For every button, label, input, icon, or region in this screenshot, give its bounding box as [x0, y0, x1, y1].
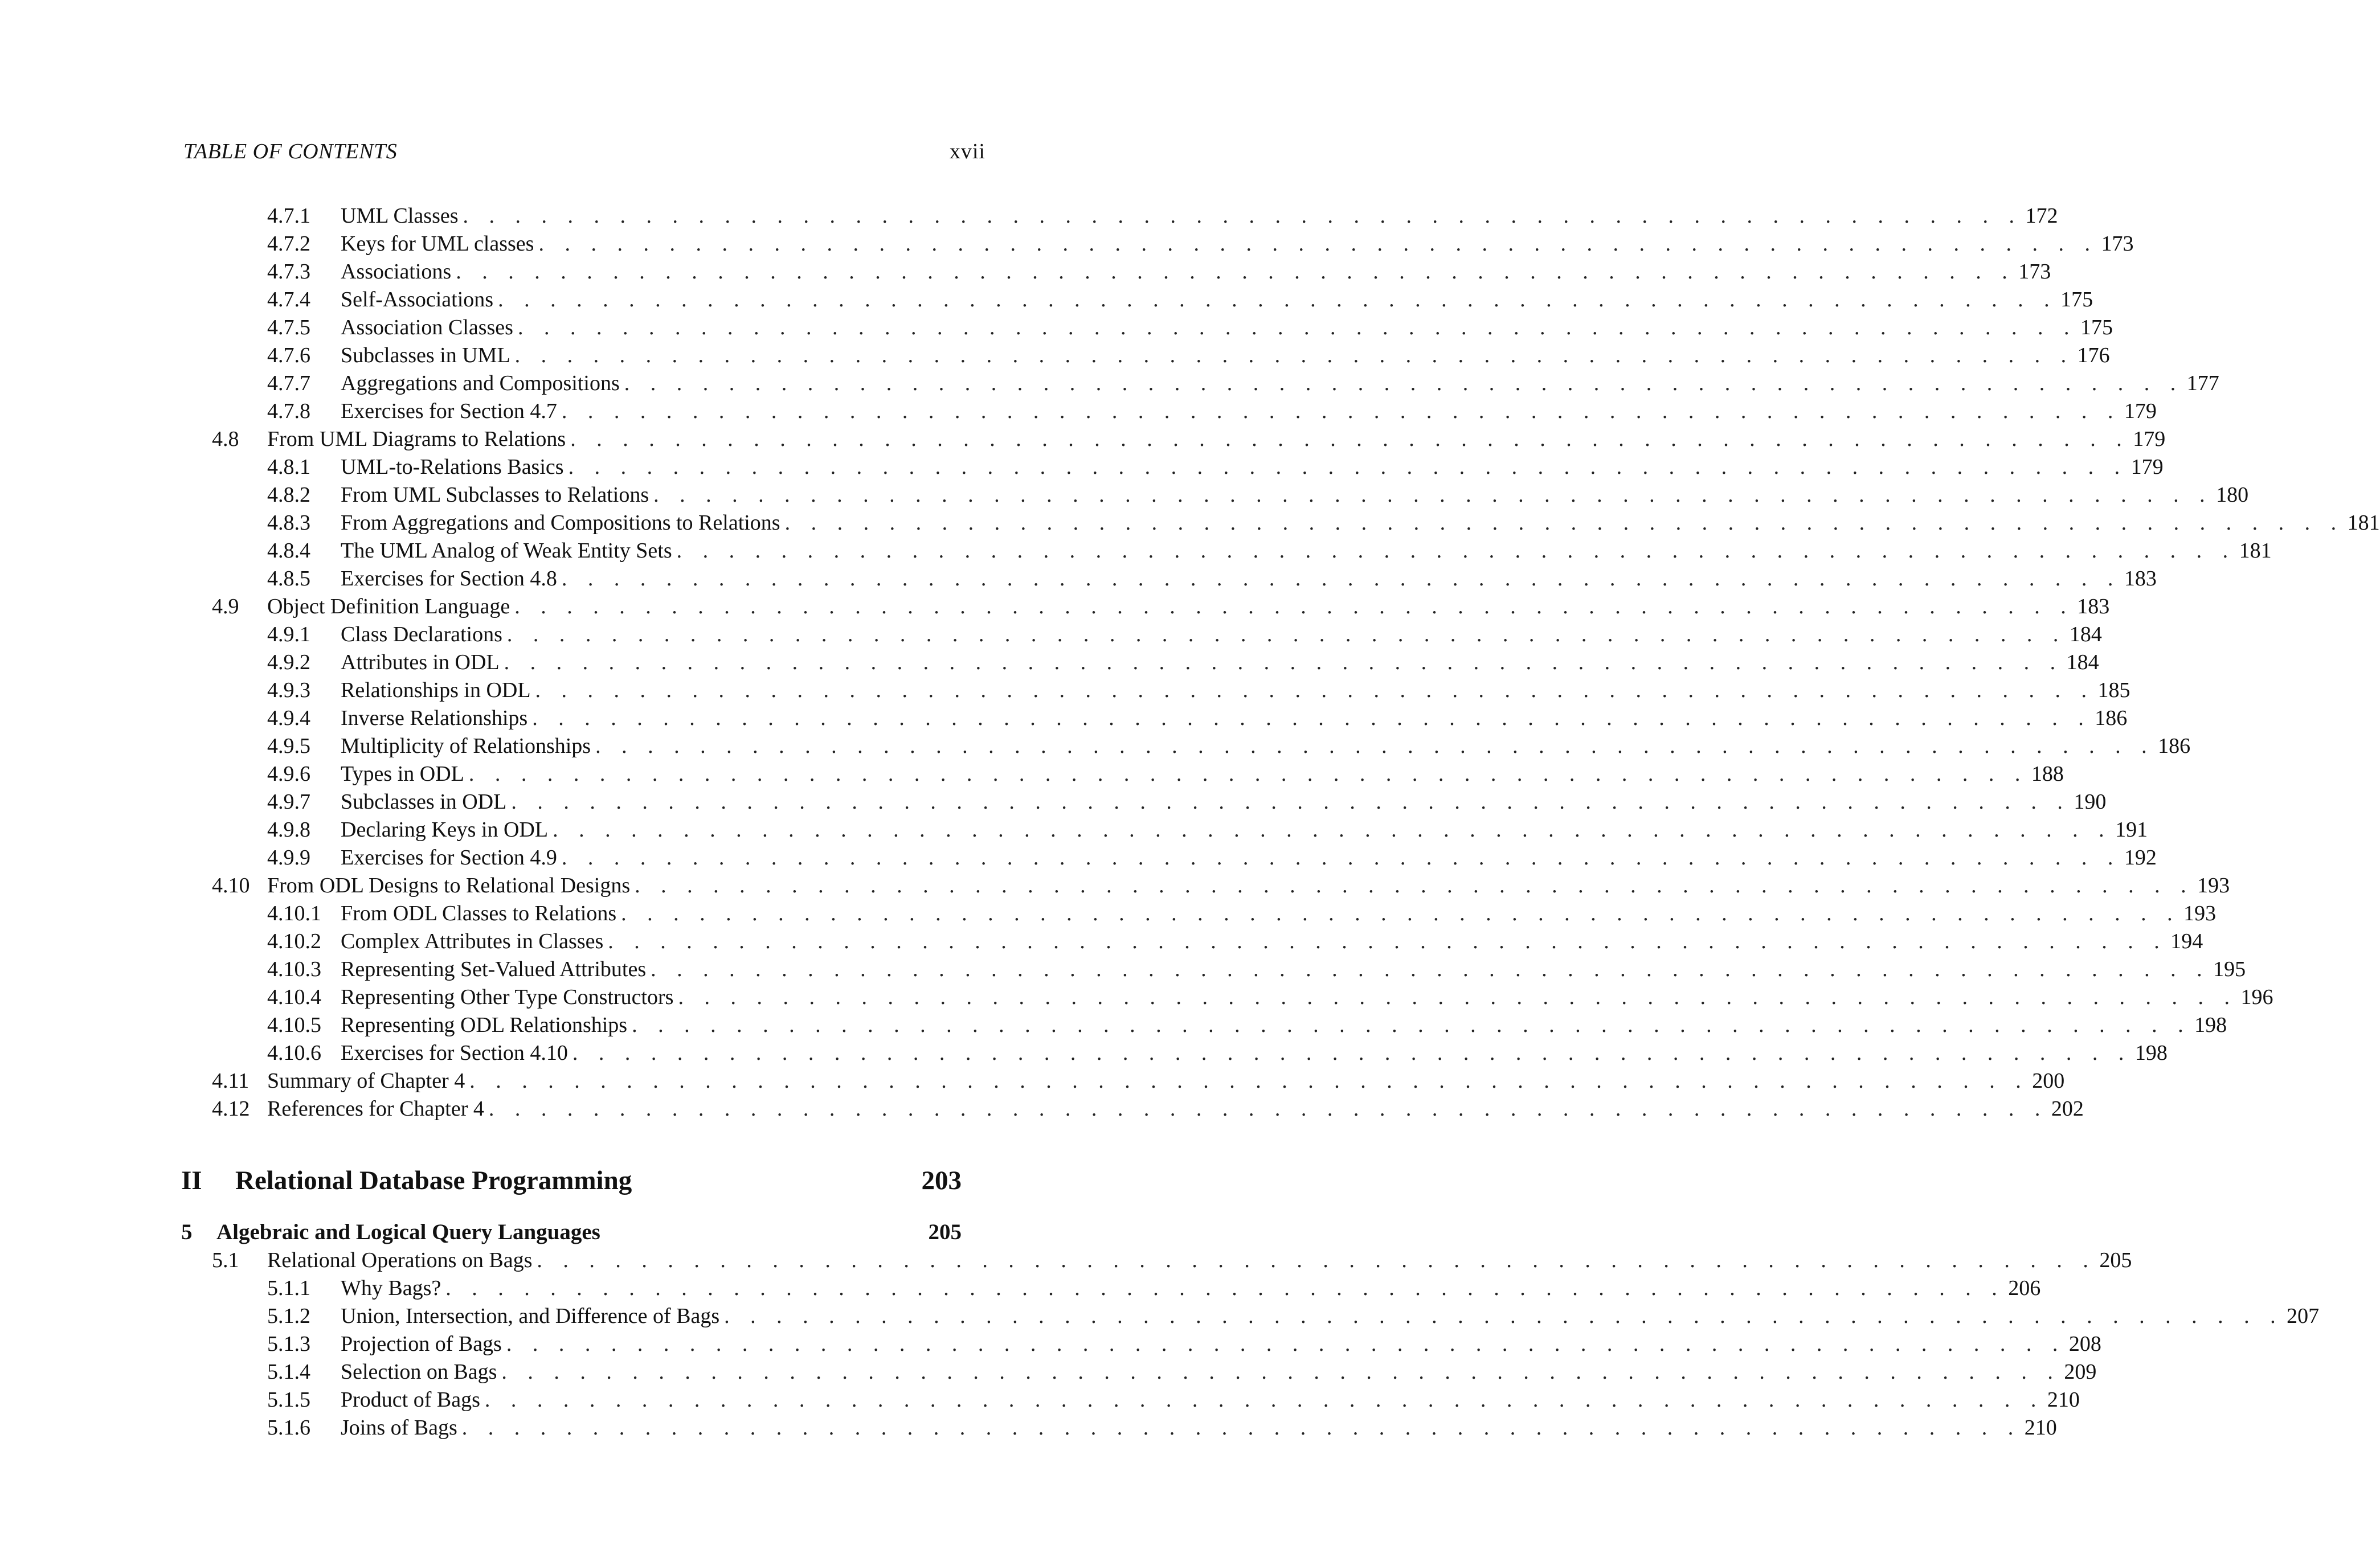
toc-entry-title: Object Definition Language — [267, 595, 510, 618]
toc-entry-page: 193 — [2183, 901, 2217, 925]
toc-entry-number: 4.7.2 — [267, 232, 310, 256]
chapter-page-number: 205 — [928, 1220, 962, 1244]
toc-entry-number: 5.1.1 — [267, 1276, 310, 1300]
dot-leader: . . . . . . . . . . . . . . . . . . . . . . . . . . . . . . . . . . . . . . . . . . . . . . . . . . . . . . . . . . . . — [469, 1069, 2029, 1093]
toc-entry-page: 205 — [2099, 1248, 2132, 1272]
dot-leader: . . . . . . . . . . . . . . . . . . . . . . . . . . . . . . . . . . . . . . . . . . . . . . . . . . . . . . . . . . . . — [514, 595, 2074, 618]
toc-entry-number: 4.10.6 — [267, 1041, 321, 1065]
toc-subsection-row — [267, 900, 2217, 928]
toc-entry-number: 4.9.7 — [267, 790, 310, 814]
toc-entry-number: 4.8.3 — [267, 511, 310, 535]
toc-entry-page: 195 — [2213, 957, 2246, 981]
toc-entry-title: Exercises for Section 4.7 — [341, 399, 557, 423]
toc-subsection-row — [267, 1358, 2097, 1386]
toc-entry-page: 173 — [2018, 260, 2051, 284]
toc-entry-page: 188 — [2031, 762, 2064, 786]
toc-entry-page: 184 — [2069, 622, 2102, 646]
dot-leader: . . . . . . . . . . . . . . . . . . . . . . . . . . . . . . . . . . . . . . . . . . . . . . . . . . . . . . . . . . . . — [676, 539, 2236, 563]
toc-entry-page: 183 — [2124, 567, 2157, 591]
toc-entry-page: 200 — [2032, 1069, 2065, 1093]
toc-subsection-row — [267, 397, 2157, 425]
dot-leader: . . . . . . . . . . . . . . . . . . . . . . . . . . . . . . . . . . . . . . . . . . . . . . . . . . . . . . . . . . . . — [456, 260, 2015, 284]
toc-entry-number: 4.8.5 — [267, 567, 310, 591]
dot-leader: . . . . . . . . . . . . . . . . . . . . . . . . . . . . . . . . . . . . . . . . . . . . . . . . . . . . . . . . . . . . — [561, 567, 2121, 591]
toc-entry-number: 4.8.2 — [267, 483, 310, 507]
toc-entry-title: From UML Diagrams to Relations — [267, 427, 566, 451]
toc-entry-title: From UML Subclasses to Relations — [341, 483, 649, 507]
dot-leader: . . . . . . . . . . . . . . . . . . . . . . . . . . . . . . . . . . . . . . . . . . . . . . . . . . . . . . . . . . . . — [553, 818, 2112, 842]
dot-leader: . . . . . . . . . . . . . . . . . . . . . . . . . . . . . . . . . . . . . . . . . . . . . . . . . . . . . . . . . . . . — [651, 957, 2210, 981]
dot-leader: . . . . . . . . . . . . . . . . . . . . . . . . . . . . . . . . . . . . . . . . . . . . . . . . . . . . . . . . . . . . — [537, 1248, 2096, 1272]
toc-entry-page: 175 — [2060, 288, 2093, 312]
dot-leader: . . . . . . . . . . . . . . . . . . . . . . . . . . . . . . . . . . . . . . . . . . . . . . . . . . . . . . . . . . . . — [635, 874, 2194, 898]
toc-entry-title: Exercises for Section 4.10 — [341, 1041, 568, 1065]
dot-leader: . . . . . . . . . . . . . . . . . . . . . . . . . . . . . . . . . . . . . . . . . . . . . . . . . . . . . . . . . . . . — [514, 343, 2074, 367]
dot-leader: . . . . . . . . . . . . . . . . . . . . . . . . . . . . . . . . . . . . . . . . . . . . . . . . . . . . . . . . . . . . — [570, 427, 2130, 451]
toc-subsection-row — [267, 342, 2110, 370]
dot-leader: . . . . . . . . . . . . . . . . . . . . . . . . . . . . . . . . . . . . . . . . . . . . . . . . . . . . . . . . . . . . — [488, 1097, 2048, 1121]
toc-section-row — [212, 593, 2110, 621]
toc-entry-page: 181 — [2347, 511, 2380, 535]
toc-entry-page: 194 — [2170, 929, 2203, 953]
toc-subsection-row — [267, 1414, 2057, 1442]
toc-entry-number: 4.7.4 — [267, 288, 310, 312]
toc-entry-number: 4.10.1 — [267, 901, 321, 925]
toc-entry-title: References for Chapter 4 — [267, 1097, 484, 1121]
toc-entry-page: 184 — [2066, 650, 2099, 674]
toc-entry-number: 4.9.2 — [267, 650, 310, 674]
dot-leader: . . . . . . . . . . . . . . . . . . . . . . . . . . . . . . . . . . . . . . . . . . . . . . . . . . . . . . . . . . . . — [506, 622, 2066, 646]
toc-entry-title: Summary of Chapter 4 — [267, 1069, 465, 1093]
toc-subsection-row — [267, 314, 2113, 342]
toc-subsection-row — [267, 1302, 2320, 1330]
toc-entry-page: 177 — [2186, 371, 2219, 395]
toc-entry-number: 4.10.3 — [267, 957, 321, 981]
toc-entry-page: 210 — [2047, 1388, 2080, 1412]
toc-subsection-row — [267, 509, 2380, 537]
toc-entry-page: 186 — [2095, 706, 2128, 730]
toc-subsection-row — [267, 956, 2246, 983]
toc-entry-title: Keys for UML classes — [341, 232, 534, 256]
toc-subsection-row — [267, 537, 2272, 565]
toc-subsection-row — [267, 370, 2219, 397]
toc-entry-title: Multiplicity of Relationships — [341, 734, 591, 758]
toc-entry-title: Relational Operations on Bags — [267, 1248, 533, 1272]
toc-entry-page: 210 — [2024, 1416, 2057, 1440]
toc-entry-title: Subclasses in UML — [341, 343, 510, 367]
dot-leader: . . . . . . . . . . . . . . . . . . . . . . . . . . . . . . . . . . . . . . . . . . . . . . . . . . . . . . . . . . . . — [517, 315, 2077, 339]
part-page-number: 203 — [921, 1166, 962, 1195]
dot-leader: . . . . . . . . . . . . . . . . . . . . . . . . . . . . . . . . . . . . . . . . . . . . . . . . . . . . . . . . . . . . — [624, 371, 2183, 395]
toc-entry-title: Representing Other Type Constructors — [341, 985, 674, 1009]
toc-subsection-row — [267, 1274, 2041, 1302]
toc-entry-page: 185 — [2097, 678, 2130, 702]
dot-leader: . . . . . . . . . . . . . . . . . . . . . . . . . . . . . . . . . . . . . . . . . . . . . . . . . . . . . . . . . . . . — [511, 790, 2071, 814]
chapter-title: Algebraic and Logical Query Languages — [216, 1220, 600, 1244]
toc-entry-title: Joins of Bags — [341, 1416, 457, 1440]
toc-entry-page: 192 — [2124, 846, 2157, 870]
toc-section-row — [212, 872, 2230, 900]
toc-entry-title: Product of Bags — [341, 1388, 480, 1412]
toc-subsection-row — [267, 983, 2273, 1011]
running-header — [183, 139, 985, 164]
toc-entry-number: 4.7.6 — [267, 343, 310, 367]
part-number: II — [181, 1166, 202, 1195]
toc-entry-page: 206 — [2008, 1276, 2041, 1300]
toc-subsection-row — [267, 453, 2164, 481]
toc-entry-number: 4.9.9 — [267, 846, 310, 870]
toc-entry-title: Associations — [341, 260, 452, 284]
toc-subsection-row — [267, 286, 2093, 314]
toc-entry-number: 5.1.5 — [267, 1388, 310, 1412]
toc-entry-number: 4.10 — [212, 874, 250, 898]
toc-entry-page: 207 — [2287, 1304, 2320, 1328]
toc-entry-number: 4.9.6 — [267, 762, 310, 786]
toc-entry-page: 193 — [2197, 874, 2230, 898]
dot-leader: . . . . . . . . . . . . . . . . . . . . . . . . . . . . . . . . . . . . . . . . . . . . . . . . . . . . . . . . . . . . — [504, 650, 2063, 674]
toc-subsection-row — [267, 788, 2107, 816]
dot-leader: . . . . . . . . . . . . . . . . . . . . . . . . . . . . . . . . . . . . . . . . . . . . . . . . . . . . . . . . . . . . — [463, 204, 2022, 228]
toc-entry-title: Complex Attributes in Classes — [341, 929, 604, 953]
toc-entry-page: 179 — [2124, 399, 2157, 423]
toc-subsection-row — [267, 621, 2102, 649]
toc-entry-title: Aggregations and Compositions — [341, 371, 620, 395]
dot-leader: . . . . . . . . . . . . . . . . . . . . . . . . . . . . . . . . . . . . . . . . . . . . . . . . . . . . . . . . . . . . — [561, 399, 2121, 423]
toc-entry-page: 209 — [2064, 1360, 2097, 1384]
toc-entry-title: Self-Associations — [341, 288, 494, 312]
toc-entry-title: Association Classes — [341, 315, 513, 339]
dot-leader: . . . . . . . . . . . . . . . . . . . . . . . . . . . . . . . . . . . . . . . . . . . . . . . . . . . . . . . . . . . . — [678, 985, 2238, 1009]
chapter-number: 5 — [181, 1220, 193, 1244]
toc-entry-title: Union, Intersection, and Difference of Bags — [341, 1304, 720, 1328]
part-heading — [181, 1165, 962, 1196]
toc-entry-number: 4.9.3 — [267, 678, 310, 702]
toc-subsection-row — [267, 1330, 2101, 1358]
toc-entry-title: The UML Analog of Weak Entity Sets — [341, 539, 672, 563]
toc-entry-title: Subclasses in ODL — [341, 790, 507, 814]
toc-subsection-row — [267, 732, 2191, 760]
toc-entry-title: UML-to-Relations Basics — [341, 455, 564, 479]
toc-entry-page: 176 — [2077, 343, 2110, 367]
toc-entry-number: 5.1.2 — [267, 1304, 310, 1328]
toc-subsection-row — [267, 704, 2128, 732]
toc-subsection-row — [267, 844, 2157, 872]
toc-entry-number: 4.7.3 — [267, 260, 310, 284]
dot-leader: . . . . . . . . . . . . . . . . . . . . . . . . . . . . . . . . . . . . . . . . . . . . . . . . . . . . . . . . . . . . — [595, 734, 2155, 758]
toc-entry-number: 4.8.1 — [267, 455, 310, 479]
toc-entry-title: Types in ODL — [341, 762, 464, 786]
dot-leader: . . . . . . . . . . . . . . . . . . . . . . . . . . . . . . . . . . . . . . . . . . . . . . . . . . . . . . . . . . . . — [572, 1041, 2132, 1065]
dot-leader: . . . . . . . . . . . . . . . . . . . . . . . . . . . . . . . . . . . . . . . . . . . . . . . . . . . . . . . . . . . . — [535, 678, 2095, 702]
toc-entry-number: 4.7.5 — [267, 315, 310, 339]
toc-entry-number: 4.7.7 — [267, 371, 310, 395]
toc-entry-number: 5.1.4 — [267, 1360, 310, 1384]
toc-entry-page: 180 — [2216, 483, 2249, 507]
toc-entry-page: 179 — [2133, 427, 2166, 451]
toc-entry-title: Exercises for Section 4.8 — [341, 567, 557, 591]
dot-leader: . . . . . . . . . . . . . . . . . . . . . . . . . . . . . . . . . . . . . . . . . . . . . . . . . . . . . . . . . . . . — [498, 288, 2058, 312]
toc-entry-page: 202 — [2051, 1097, 2084, 1121]
dot-leader: . . . . . . . . . . . . . . . . . . . . . . . . . . . . . . . . . . . . . . . . . . . . . . . . . . . . . . . . . . . . — [632, 1013, 2191, 1037]
toc-subsection-row — [267, 1386, 2080, 1414]
toc-subsection-row — [267, 202, 2058, 230]
dot-leader: . . . . . . . . . . . . . . . . . . . . . . . . . . . . . . . . . . . . . . . . . . . . . . . . . . . . . . . . . . . . — [653, 483, 2213, 507]
toc-subsection-row — [267, 565, 2157, 593]
toc-entry-title: Representing ODL Relationships — [341, 1013, 628, 1037]
chapter-heading — [181, 1219, 962, 1246]
toc-subsection-row — [267, 816, 2148, 844]
toc-entry-title: From Aggregations and Compositions to Relations — [341, 511, 780, 535]
toc-entry-title: Projection of Bags — [341, 1332, 502, 1356]
dot-leader: . . . . . . . . . . . . . . . . . . . . . . . . . . . . . . . . . . . . . . . . . . . . . . . . . . . . . . . . . . . . — [561, 846, 2121, 870]
toc-section-row — [212, 1095, 2084, 1123]
dot-leader: . . . . . . . . . . . . . . . . . . . . . . . . . . . . . . . . . . . . . . . . . . . . . . . . . . . . . . . . . . . . — [468, 762, 2028, 786]
toc-entry-page: 191 — [2115, 818, 2148, 842]
toc-entry-number: 4.10.5 — [267, 1013, 321, 1037]
toc-entry-title: Relationships in ODL — [341, 678, 531, 702]
toc-entry-title: Representing Set-Valued Attributes — [341, 957, 647, 981]
toc-entry-title: Selection on Bags — [341, 1360, 497, 1384]
toc-entry-title: Inverse Relationships — [341, 706, 528, 730]
dot-leader: . . . . . . . . . . . . . . . . . . . . . . . . . . . . . . . . . . . . . . . . . . . . . . . . . . . . . . . . . . . . — [484, 1388, 2044, 1412]
running-header-title: TABLE OF CONTENTS — [183, 140, 398, 163]
dot-leader: . . . . . . . . . . . . . . . . . . . . . . . . . . . . . . . . . . . . . . . . . . . . . . . . . . . . . . . . . . . . — [608, 929, 2168, 953]
toc-subsection-row — [267, 649, 2099, 677]
toc-entry-page: 173 — [2101, 232, 2134, 256]
dot-leader: . . . . . . . . . . . . . . . . . . . . . . . . . . . . . . . . . . . . . . . . . . . . . . . . . . . . . . . . . . . . — [621, 901, 2181, 925]
toc-entry-page: 175 — [2080, 315, 2113, 339]
toc-entry-page: 181 — [2239, 539, 2272, 563]
toc-entry-title: UML Classes — [341, 204, 459, 228]
toc-subsection-row — [267, 258, 2051, 286]
toc-entry-page: 196 — [2240, 985, 2273, 1009]
toc-entry-page: 186 — [2158, 734, 2191, 758]
toc-entry-number: 4.10.2 — [267, 929, 321, 953]
toc-subsection-row — [267, 1039, 2168, 1067]
toc-entry-number: 4.8 — [212, 427, 239, 451]
toc-entry-page: 198 — [2134, 1041, 2168, 1065]
toc-entry-number: 4.11 — [212, 1069, 250, 1093]
dot-leader: . . . . . . . . . . . . . . . . . . . . . . . . . . . . . . . . . . . . . . . . . . . . . . . . . . . . . . . . . . . . — [538, 232, 2098, 256]
toc-entry-number: 4.9.4 — [267, 706, 310, 730]
toc-entry-title: Exercises for Section 4.9 — [341, 846, 557, 870]
toc-subsection-row — [267, 230, 2134, 258]
toc-section-row — [212, 425, 2166, 453]
dot-leader: . . . . . . . . . . . . . . . . . . . . . . . . . . . . . . . . . . . . . . . . . . . . . . . . . . . . . . . . . . . . — [506, 1332, 2066, 1356]
toc-entry-number: 4.7.8 — [267, 399, 310, 423]
toc-subsection-row — [267, 760, 2064, 788]
dot-leader: . . . . . . . . . . . . . . . . . . . . . . . . . . . . . . . . . . . . . . . . . . . . . . . . . . . . . . . . . . . . — [461, 1416, 2021, 1440]
dot-leader: . . . . . . . . . . . . . . . . . . . . . . . . . . . . . . . . . . . . . . . . . . . . . . . . . . . . . . . . . . . . — [532, 706, 2092, 730]
dot-leader: . . . . . . . . . . . . . . . . . . . . . . . . . . . . . . . . . . . . . . . . . . . . . . . . . . . . . . . . . . . . — [784, 511, 2344, 535]
toc-entry-page: 183 — [2077, 595, 2110, 618]
dot-leader: . . . . . . . . . . . . . . . . . . . . . . . . . . . . . . . . . . . . . . . . . . . . . . . . . . . . . . . . . . . . — [724, 1304, 2284, 1328]
part-title: Relational Database Programming — [235, 1166, 632, 1195]
toc-entry-title: Attributes in ODL — [341, 650, 500, 674]
toc-entry-number: 4.9 — [212, 595, 239, 618]
dot-leader: . . . . . . . . . . . . . . . . . . . . . . . . . . . . . . . . . . . . . . . . . . . . . . . . . . . . . . . . . . . . — [568, 455, 2128, 479]
toc-entry-number: 5.1.3 — [267, 1332, 310, 1356]
toc-entry-number: 4.7.1 — [267, 204, 310, 228]
toc-entry-number: 5.1 — [212, 1248, 239, 1272]
toc-entry-page: 172 — [2025, 204, 2058, 228]
toc-entry-title: Why Bags? — [341, 1276, 441, 1300]
toc-entry-number: 4.9.5 — [267, 734, 310, 758]
toc-entry-number: 4.10.4 — [267, 985, 321, 1009]
toc-entry-number: 4.8.4 — [267, 539, 310, 563]
page-number: xvii — [949, 140, 985, 163]
dot-leader: . . . . . . . . . . . . . . . . . . . . . . . . . . . . . . . . . . . . . . . . . . . . . . . . . . . . . . . . . . . . — [445, 1276, 2005, 1300]
toc-entry-title: Class Declarations — [341, 622, 502, 646]
toc-entry-title: From ODL Designs to Relational Designs — [267, 874, 631, 898]
toc-entry-page: 208 — [2068, 1332, 2101, 1356]
toc-entry-page: 198 — [2194, 1013, 2227, 1037]
toc-section-row — [212, 1247, 2132, 1274]
toc-entry-page: 179 — [2130, 455, 2164, 479]
toc-entry-title: From ODL Classes to Relations — [341, 901, 617, 925]
toc-subsection-row — [267, 1011, 2227, 1039]
toc-subsection-row — [267, 481, 2249, 509]
toc-entry-number: 4.9.1 — [267, 622, 310, 646]
toc-subsection-row — [267, 928, 2203, 956]
toc-section-row — [212, 1067, 2065, 1095]
toc-entry-number: 4.12 — [212, 1097, 250, 1121]
toc-entry-title: Declaring Keys in ODL — [341, 818, 549, 842]
toc-entry-page: 190 — [2074, 790, 2107, 814]
toc-subsection-row — [267, 677, 2130, 704]
dot-leader: . . . . . . . . . . . . . . . . . . . . . . . . . . . . . . . . . . . . . . . . . . . . . . . . . . . . . . . . . . . . — [501, 1360, 2061, 1384]
toc-entry-number: 4.9.8 — [267, 818, 310, 842]
toc-entry-number: 5.1.6 — [267, 1416, 310, 1440]
